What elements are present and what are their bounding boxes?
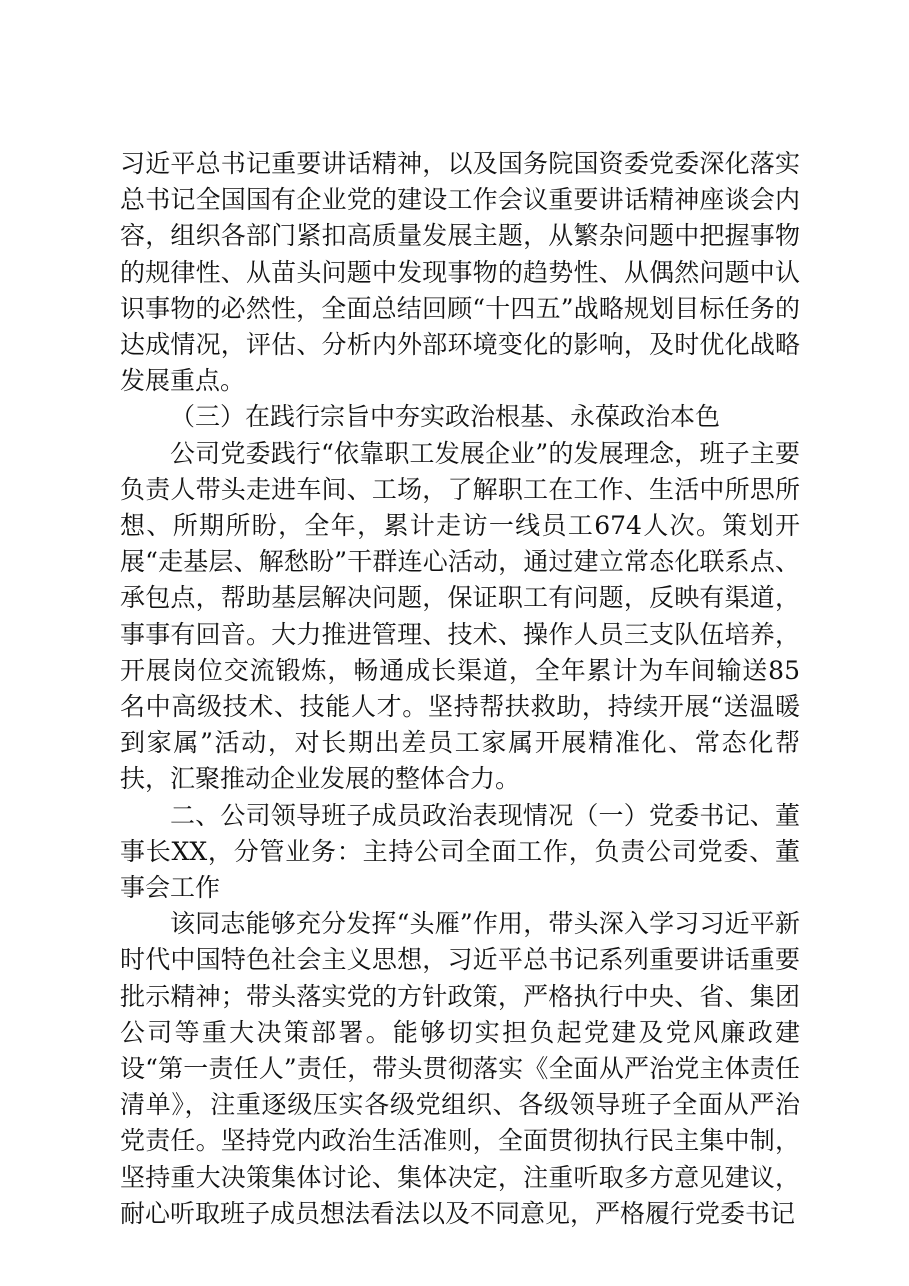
paragraph-leadership-intro: 二、公司领导班子成员政治表现情况（一）党委书记、董事长XX，分管业务：主持公司全面工作，负责公司党委、董事会工作 bbox=[120, 800, 800, 903]
section-heading-three: （三）在践行宗旨中夯实政治根基、永葆政治本色 bbox=[170, 402, 721, 432]
paragraph-secretary-performance: 该同志能够充分发挥“头雁”作用，带头深入学习习近平新时代中国特色社会主义思想，习近平总书记系列重要讲话重要批示精神；带头落实党的方针政策，严格执行中央、省、集团公司等重大决策部署。能够切实担负起党建及党风廉政建设“第一责任人”责任，带头贯彻落实《全面从严治党主体责任清单》，注重逐级压实各级党组织、各级领导班子全面从严治党责任。坚持党内政治生活准则，全面贯彻执行民主集中制，坚持重大决策集体讨论、集体决定，注重听取多方意见建议，耐心听取班子成员想法看法以及不同意见，严格履行党委书记 bbox=[120, 909, 800, 1228]
document-page bbox=[120, 146, 800, 1232]
paragraph-strategy-review: 习近平总书记重要讲话精神，以及国务院国资委党委深化落实总书记全国国有企业党的建设工作会议重要讲话精神座谈会内容，组织各部门紧扣高质量发展主题，从繁杂问题中把握事物的规律性、从苗头问题中发现事物的趋势性、从偶然问题中认识事物的必然性，全面总结回顾“十四五”战略规划目标任务的达成情况，评估、分析内外部环境变化的影响，及时优化战略发展重点。 bbox=[120, 149, 800, 396]
paragraph-employee-engagement: 公司党委践行“依靠职工发展企业”的发展理念，班子主要负责人带头走进车间、工场，了解职工在工作、生活中所思所想、所期所盼，全年，累计走访一线员工674人次。策划开展“走基层、解愁盼”干群连心活动，通过建立常态化联系点、承包点，帮助基层解决问题，保证职工有问题，反映有渠道，事事有回音。大力推进管理、技术、操作人员三支队伍培养，开展岗位交流锻炼，畅通成长渠道，全年累计为车间输送85名中高级技术、技能人才。坚持帮扶救助，持续开展“送温暖到家属”活动，对长期出差员工家属开展精准化、常态化帮扶，汇聚推动企业发展的整体合力。 bbox=[120, 438, 800, 794]
